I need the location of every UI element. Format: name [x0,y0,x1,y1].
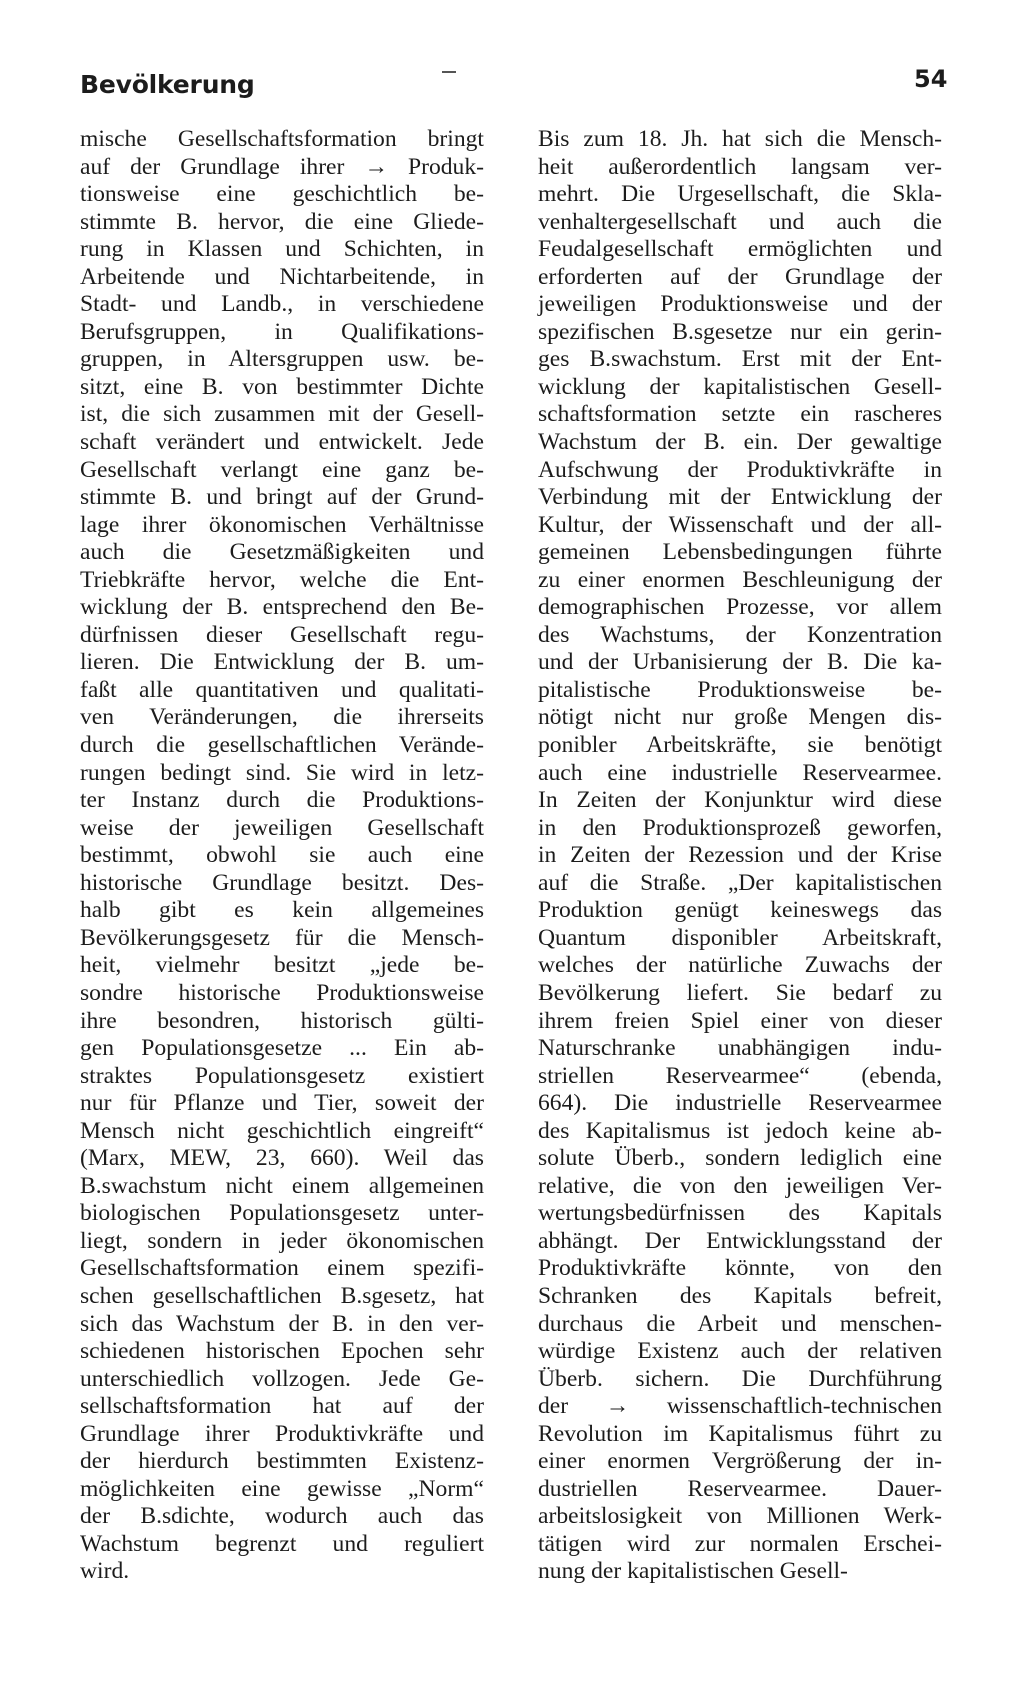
text-line: gemeinen Lebensbedingungen führte [538,539,942,566]
text-line: Aufschwung der Produktivkräfte in [538,456,942,483]
text-line: gen Populationsgesetze ... Ein ab- [80,1035,484,1062]
text-line: heit, vielmehr besitzt „jede be- [80,952,484,979]
text-line: Naturschranke unabhängigen indu- [538,1035,942,1062]
text-line: durch die gesellschaftlichen Verände- [80,732,484,759]
text-line: wertungsbedürfnissen des Kapitals [538,1200,942,1227]
text-line: schaftsformation setzte ein rascheres [538,401,942,428]
text-line: ponibler Arbeitskräfte, sie benötigt [538,732,942,759]
text-line: Mensch nicht geschichtlich eingreift“ [80,1117,484,1144]
text-line: schiedenen historischen Epochen sehr [80,1338,484,1365]
text-line: pitalistische Produktionsweise be- [538,676,942,703]
text-line: stimmte B. und bringt auf der Grund- [80,484,484,511]
text-line: auf der Grundlage ihrer → Produk- [80,153,484,180]
text-line: einer enormen Vergrößerung der in- [538,1448,942,1475]
text-line: tätigen wird zur normalen Erschei- [538,1530,942,1557]
text-line: ihre besondren, historisch gülti- [80,1007,484,1034]
right-text-column [538,126,942,1586]
text-line: möglichkeiten eine gewisse „Norm“ [80,1475,484,1502]
text-line: erforderten auf der Grundlage der [538,263,942,290]
text-line: mische Gesellschaftsformation bringt [80,126,484,152]
text-line: der hierdurch bestimmten Existenz- [80,1448,484,1475]
text-line: nung der kapitalistischen Gesell- [538,1558,848,1585]
text-line: ven Veränderungen, die ihrerseits [80,704,484,731]
text-line: liegt, sondern in jeder ökonomischen [80,1227,484,1254]
text-line: auch eine industrielle Reservearmee. [538,759,942,786]
text-line: wicklung der B. entsprechend den Be- [80,594,484,621]
text-line: demographischen Prozesse, vor allem [538,594,942,621]
text-line: B.swachstum nicht einem allgemeinen [80,1172,484,1199]
text-line: ist, die sich zusammen mit der Gesell- [80,401,484,428]
text-line: wicklung der kapitalistischen Gesell- [538,373,942,400]
text-line: (Marx, MEW, 23, 660). Weil das [80,1145,484,1172]
text-line: stimmte B. hervor, die eine Gliede- [80,208,484,235]
text-line: Stadt- und Landb., in verschiedene [80,291,484,318]
text-line: Bis zum 18. Jh. hat sich die Mensch- [538,126,942,152]
text-line: Quantum disponibler Arbeitskraft, [538,924,942,951]
text-line: arbeitslosigkeit von Millionen Werk- [538,1503,942,1530]
text-line: bestimmt, obwohl sie auch eine [80,842,484,869]
running-head: Bevölkerung [80,70,255,99]
text-line: Bevölkerung liefert. Sie bedarf zu [538,979,942,1006]
text-line: biologischen Populationsgesetz unter- [80,1200,484,1227]
text-line: und der Urbanisierung der B. Die ka- [538,649,942,676]
text-line: lieren. Die Entwicklung der B. um- [80,649,484,676]
header-dash [442,71,456,73]
text-line: straktes Populationsgesetz existiert [80,1062,484,1089]
text-line: lage ihrer ökonomischen Verhältnisse [80,511,484,538]
text-line: venhaltergesellschaft und auch die [538,208,942,235]
text-line: sich das Wachstum der B. in den ver- [80,1310,484,1337]
text-line: Verbindung mit der Entwicklung der [538,484,942,511]
text-line: welches der natürliche Zuwachs der [538,952,942,979]
text-line: In Zeiten der Konjunktur wird diese [538,787,942,814]
text-line: Feudalgesellschaft ermöglichten und [538,236,942,263]
text-line: mehrt. Die Urgesellschaft, die Skla- [538,181,942,208]
text-line: des Wachstums, der Konzentration [538,621,942,648]
text-line: Kultur, der Wissenschaft und der all- [538,511,942,538]
text-line: zu einer enormen Beschleunigung der [538,566,942,593]
text-line: striellen Reservearmee“ (ebenda, [538,1062,942,1089]
text-line: auch die Gesetzmäßigkeiten und [80,539,484,566]
text-line: dürfnissen dieser Gesellschaft regu- [80,621,484,648]
text-line: würdige Existenz auch der relativen [538,1338,942,1365]
text-line: abhängt. Der Entwicklungsstand der [538,1227,942,1254]
text-line: nötigt nicht nur große Mengen dis- [538,704,942,731]
text-line: Produktivkräfte könnte, von den [538,1255,942,1282]
text-line: 664). Die industrielle Reservearmee [538,1090,942,1117]
text-line: der B.sdichte, wodurch auch das [80,1503,484,1530]
text-line: schen gesellschaftlichen B.sgesetz, hat [80,1282,484,1309]
text-line: Gesellschaftsformation einem spezifi- [80,1255,484,1282]
text-line: Wachstum begrenzt und reguliert [80,1530,484,1557]
text-line: solute Überb., sondern lediglich eine [538,1145,942,1172]
text-line: ges B.swachstum. Erst mit der Ent- [538,346,942,373]
text-line: Bevölkerungsgesetz für die Mensch- [80,924,484,951]
text-line: sondre historische Produktionsweise [80,979,484,1006]
text-line: nur für Pflanze und Tier, soweit der [80,1090,484,1117]
text-line: Grundlage ihrer Produktivkräfte und [80,1420,484,1447]
text-line: wird. [80,1558,130,1585]
text-line: weise der jeweiligen Gesellschaft [80,814,484,841]
text-line: Produktion genügt keineswegs das [538,897,942,924]
text-line: in den Produktionsprozeß geworfen, [538,814,942,841]
text-line: halb gibt es kein allgemeines [80,897,484,924]
text-line: durchaus die Arbeit und menschen- [538,1310,942,1337]
text-line: auf die Straße. „Der kapitalistischen [538,869,942,896]
text-line: unterschiedlich vollzogen. Jede Ge- [80,1365,484,1392]
text-line: faßt alle quantitativen und qualitati- [80,676,484,703]
left-text-column [80,126,484,1586]
text-line: Überb. sichern. Die Durchführung [538,1365,942,1392]
text-line: sellschaftsformation hat auf der [80,1393,484,1420]
text-line: Wachstum der B. ein. Der gewaltige [538,429,942,456]
text-line: Arbeitende und Nichtarbeitende, in [80,263,484,290]
text-line: Triebkräfte hervor, welche die Ent- [80,566,484,593]
text-line: heit außerordentlich langsam ver- [538,153,942,180]
text-line: des Kapitalismus ist jedoch keine ab- [538,1117,942,1144]
text-line: Berufsgruppen, in Qualifikations- [80,318,484,345]
text-line: Gesellschaft verlangt eine ganz be- [80,456,484,483]
text-line: historische Grundlage besitzt. Des- [80,869,484,896]
text-line: tionsweise eine geschichtlich be- [80,181,484,208]
text-line: relative, die von den jeweiligen Ver- [538,1172,942,1199]
text-line: Schranken des Kapitals befreit, [538,1282,942,1309]
text-line: ter Instanz durch die Produktions- [80,787,484,814]
text-line: rung in Klassen und Schichten, in [80,236,484,263]
page-number: 54 [914,65,948,93]
text-line: dustriellen Reservearmee. Dauer- [538,1475,942,1502]
text-line: gruppen, in Altersgruppen usw. be- [80,346,484,373]
text-line: jeweiligen Produktionsweise und der [538,291,942,318]
text-line: Revolution im Kapitalismus führt zu [538,1420,942,1447]
text-line: sitzt, eine B. von bestimmter Dichte [80,373,484,400]
text-line: rungen bedingt sind. Sie wird in letz- [80,759,484,786]
text-line: schaft verändert und entwickelt. Jede [80,429,484,456]
text-line: der → wissenschaftlich-technischen [538,1393,942,1420]
text-line: ihrem freien Spiel einer von dieser [538,1007,942,1034]
text-line: spezifischen B.sgesetze nur ein gerin- [538,318,942,345]
text-line: in Zeiten der Rezession und der Krise [538,842,942,869]
